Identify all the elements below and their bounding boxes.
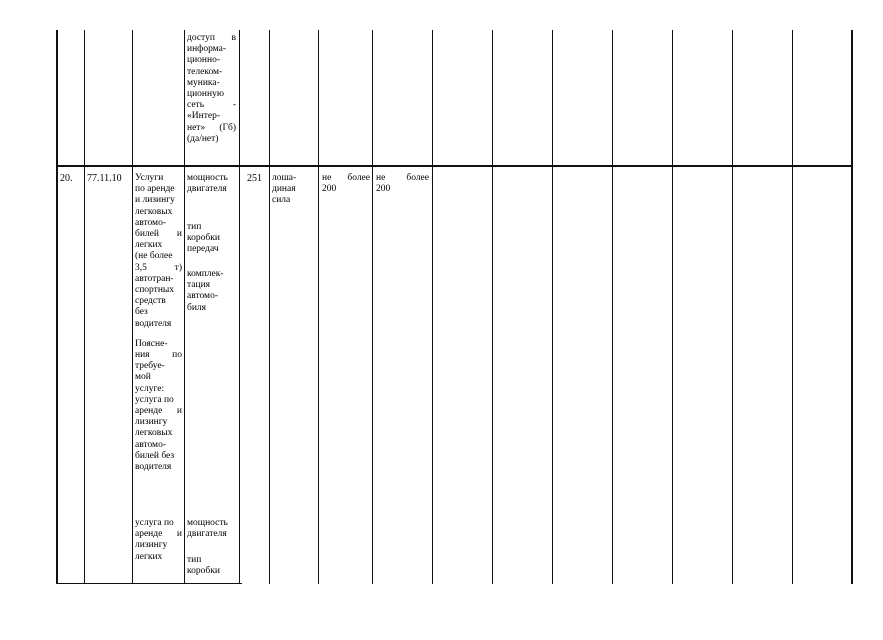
- text-line: двигателя: [187, 529, 227, 540]
- text-line: коробки: [187, 566, 220, 577]
- column-divider: [732, 30, 733, 584]
- column-divider: [132, 30, 133, 584]
- text-line: двигателя: [187, 184, 227, 195]
- text-line: мощность: [187, 173, 228, 183]
- characteristic-gearbox-type-2: [187, 555, 237, 577]
- text-line: муника-: [187, 77, 220, 88]
- text-line: Услуги: [135, 173, 164, 183]
- text-line: нет» (Гб): [187, 122, 236, 133]
- text-line: ния по: [135, 350, 182, 361]
- text-line: «Интер-: [187, 111, 220, 122]
- text-line: спортных: [135, 285, 175, 296]
- characteristic-internet-access: [187, 33, 236, 145]
- service-name-continued: [135, 518, 182, 563]
- text-line: доступ в: [187, 33, 236, 43]
- text-line: лизингу: [135, 540, 168, 551]
- text-line: сила: [272, 195, 291, 206]
- text-line: легковых: [135, 206, 173, 217]
- text-line: ционно-: [187, 55, 220, 66]
- column-divider: [672, 30, 673, 584]
- column-divider: [239, 30, 240, 584]
- text-line: не более: [322, 173, 370, 183]
- text-line: 3,5 т): [135, 262, 182, 273]
- text-line: средств: [135, 296, 166, 307]
- text-line: лоша-: [272, 173, 297, 183]
- row-number: 20.: [60, 173, 73, 184]
- text-line: информа-: [187, 44, 227, 55]
- text-line: легковых: [135, 428, 173, 439]
- text-line: Поясне-: [135, 338, 168, 349]
- text-line: требуе-: [135, 361, 165, 372]
- text-line: коробки: [187, 233, 220, 244]
- text-line: автомо-: [135, 439, 166, 450]
- column-divider: [184, 30, 185, 584]
- okei-code: 251: [247, 173, 262, 184]
- text-line: услуга по: [135, 394, 174, 405]
- column-divider: [372, 30, 373, 584]
- text-line: 200: [322, 184, 337, 195]
- text-line: аренде и: [135, 406, 182, 417]
- text-line: тип: [187, 555, 202, 565]
- column-divider: [792, 30, 793, 584]
- text-line: диная: [272, 184, 296, 195]
- service-name: [135, 173, 182, 473]
- text-line: (да/нет): [187, 133, 219, 144]
- text-line: 200: [376, 184, 391, 195]
- column-divider: [432, 30, 433, 584]
- column-divider: [612, 30, 613, 584]
- text-line: тип: [187, 222, 202, 232]
- text-line: по аренде: [135, 184, 175, 195]
- text-line: сеть -: [187, 100, 236, 111]
- text-line: без: [135, 307, 148, 318]
- text-line: билей без: [135, 450, 175, 461]
- text-line: лизингу: [135, 417, 168, 428]
- text-line: мой: [135, 372, 151, 383]
- text-line: аренде и: [135, 529, 182, 540]
- column-divider: [84, 30, 85, 584]
- text-line: водителя: [135, 462, 172, 473]
- characteristic-gearbox-type: [187, 222, 237, 256]
- text-line: автотран-: [135, 273, 174, 284]
- characteristic-equipment: [187, 269, 237, 314]
- text-line: водителя: [135, 318, 172, 329]
- text-line: тация: [187, 280, 211, 291]
- text-line: легких: [135, 551, 163, 562]
- column-divider: [492, 30, 493, 584]
- value-column-1: [322, 173, 370, 195]
- text-line: услуга по: [135, 518, 174, 528]
- column-divider: [269, 30, 270, 584]
- okpd-code: 77.11.10: [87, 173, 122, 184]
- column-divider: [318, 30, 319, 584]
- text-line: телеком-: [187, 66, 223, 77]
- text-line: (не более: [135, 251, 173, 262]
- text-line: билей и: [135, 229, 182, 240]
- text-line: и лизингу: [135, 195, 175, 206]
- text-line: легких: [135, 240, 163, 251]
- unit-name: [272, 173, 316, 207]
- value-column-2: [376, 173, 429, 195]
- table-left-border: [56, 30, 58, 584]
- text-line: услуге:: [135, 383, 165, 394]
- characteristic-engine-power: [187, 173, 237, 195]
- column-divider: [552, 30, 553, 584]
- text-line: биля: [187, 302, 207, 313]
- text-line: комплек-: [187, 269, 224, 279]
- table-right-border: [851, 30, 853, 584]
- text-line: ционную: [187, 89, 224, 100]
- text-line: передач: [187, 244, 219, 255]
- characteristic-engine-power-2: [187, 518, 237, 540]
- text-line: не более: [376, 173, 429, 183]
- text-line: автомо-: [187, 291, 218, 302]
- text-line: автомо-: [135, 217, 166, 228]
- text-line: мощность: [187, 518, 228, 528]
